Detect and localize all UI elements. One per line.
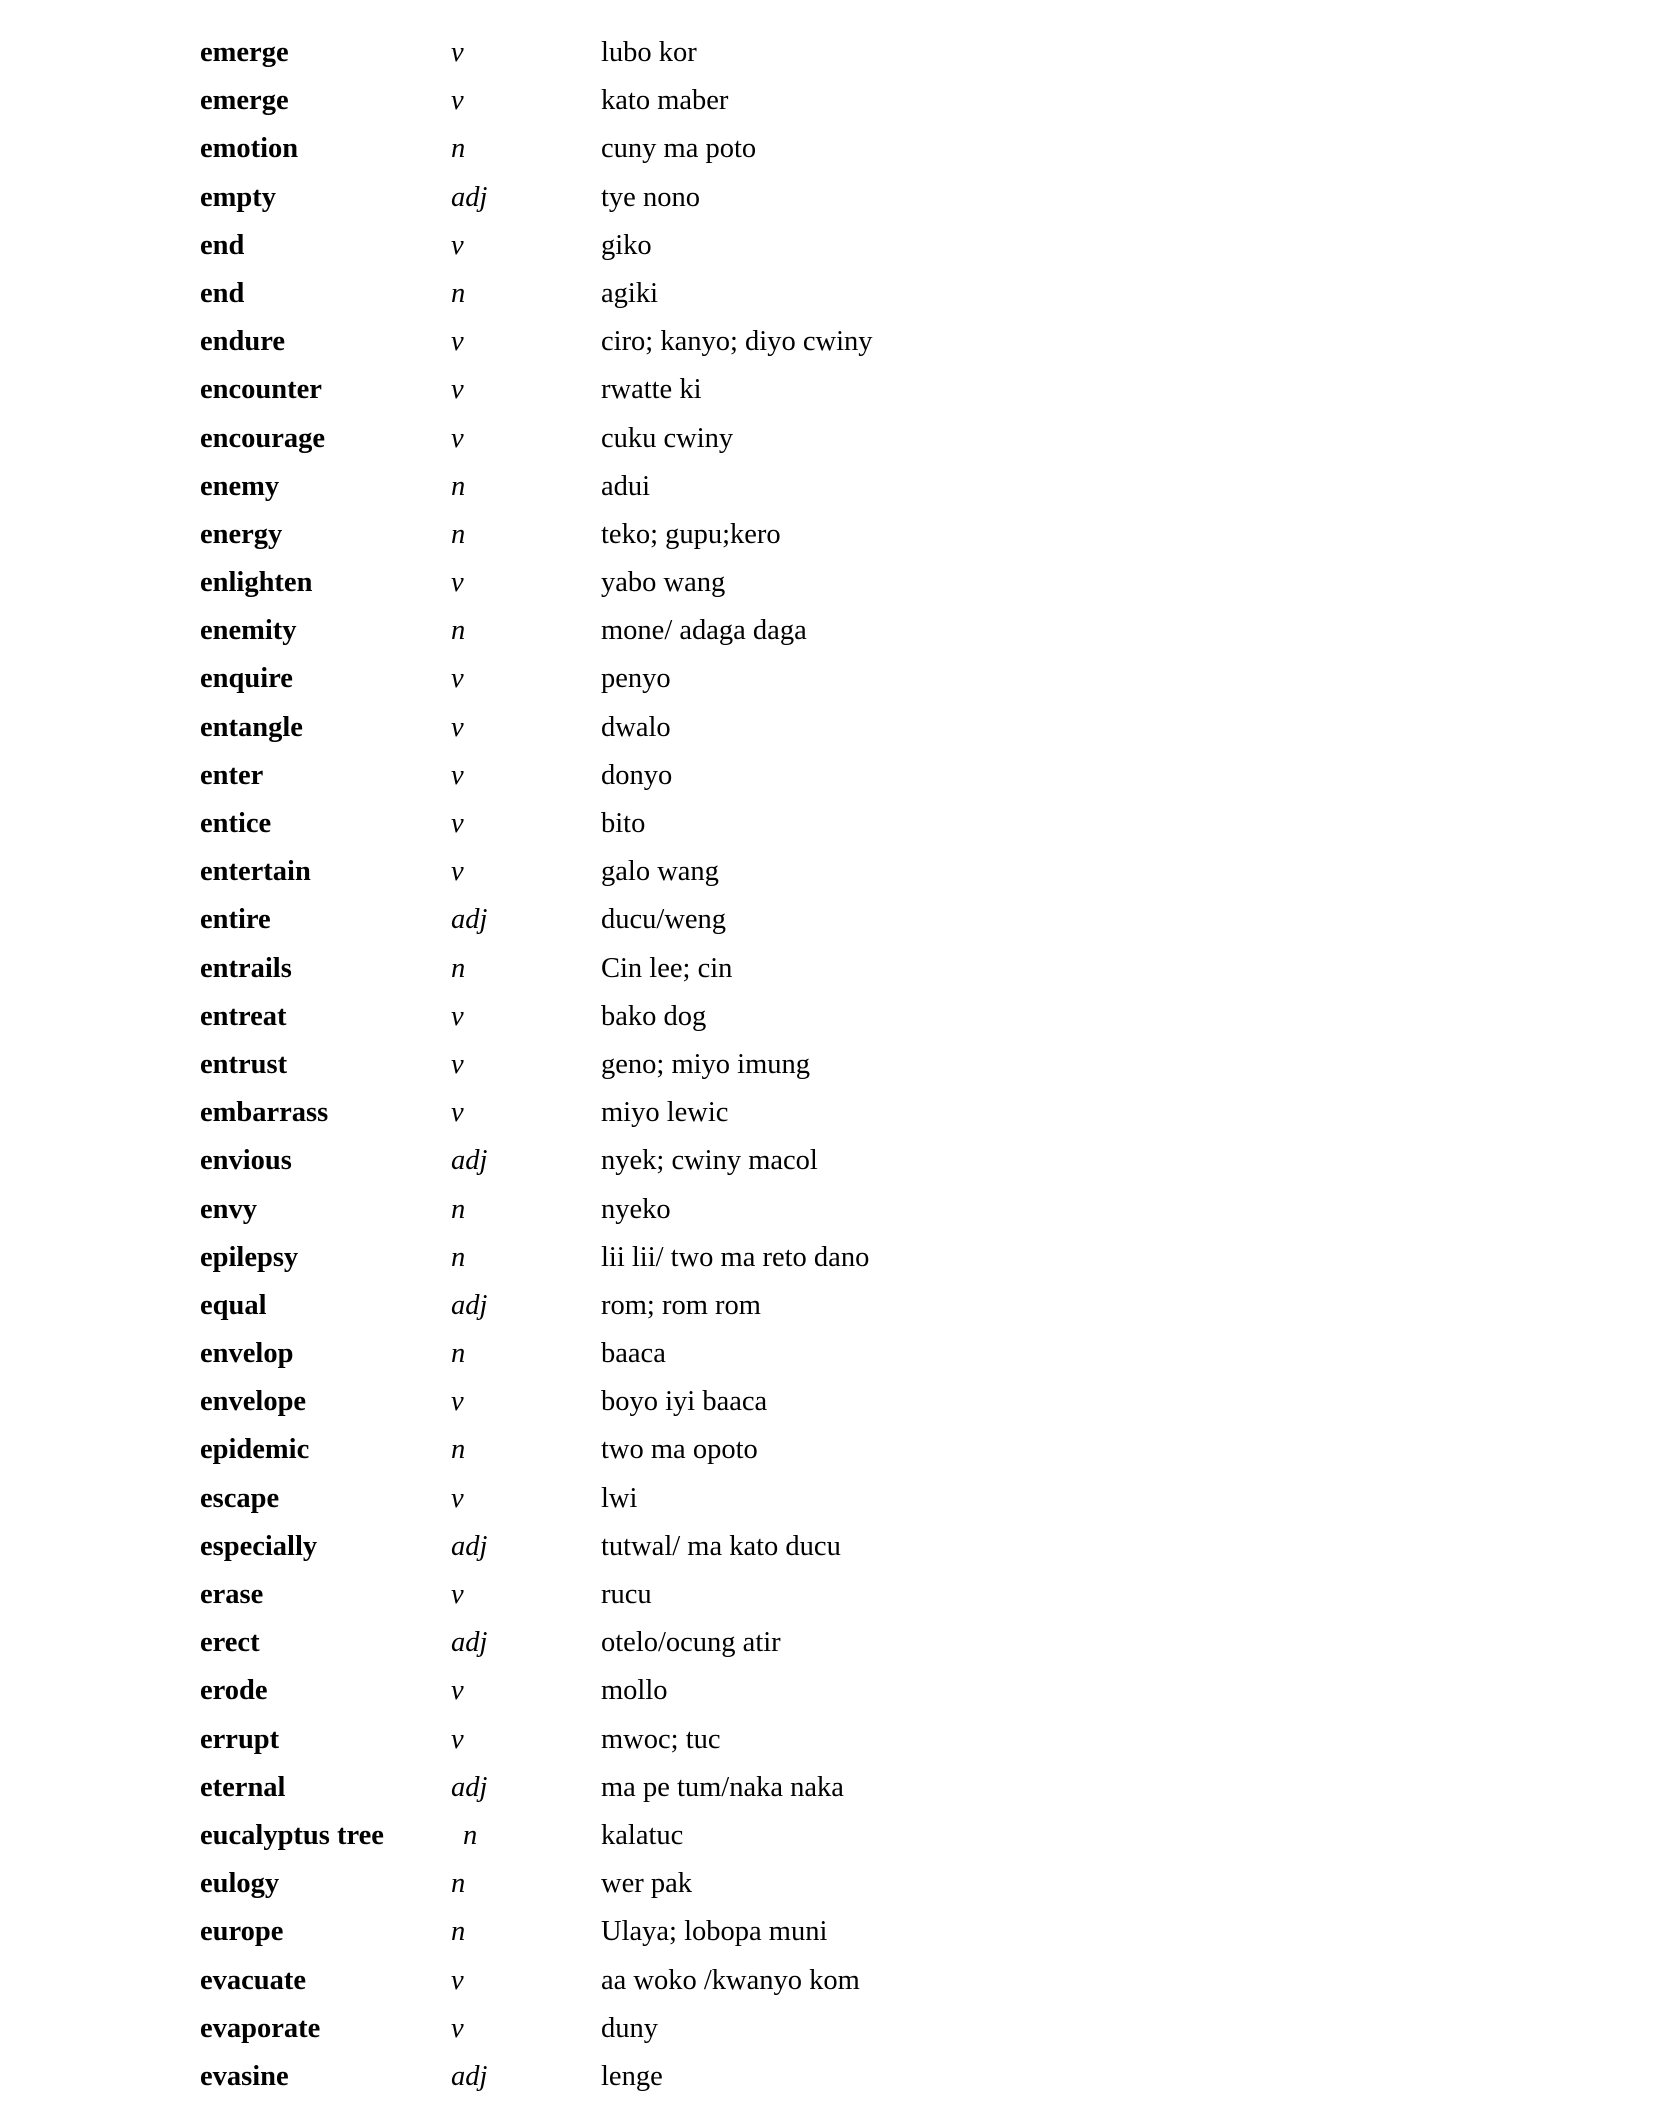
entry-row: [200, 130, 1300, 178]
entry-row: [200, 82, 1300, 130]
entry-row: [200, 1913, 1300, 1961]
translation: ciro; kanyo; diyo cwiny: [601, 326, 873, 358]
translation: adui: [601, 470, 651, 502]
translation: wer pak: [601, 1868, 692, 1900]
headword: encourage: [200, 422, 326, 454]
part-of-speech: adj: [451, 1145, 488, 1177]
entry-row: [200, 950, 1300, 998]
translation: otelo/ocung atir: [601, 1627, 781, 1659]
part-of-speech: v: [451, 1675, 464, 1707]
headword: emerge: [200, 85, 289, 117]
headword: epilepsy: [200, 1241, 299, 1273]
headword: epidemic: [200, 1434, 310, 1466]
headword: enlighten: [200, 567, 313, 599]
translation: cuny ma poto: [601, 133, 757, 165]
part-of-speech: n: [451, 1193, 466, 1225]
entry-row: [200, 179, 1300, 227]
entry-row: [200, 227, 1300, 275]
translation: yabo wang: [601, 567, 726, 599]
headword: entice: [200, 808, 272, 839]
entry-row: [200, 516, 1300, 564]
headword: evaporate: [200, 2012, 321, 2044]
headword: equal: [200, 1289, 267, 1321]
entry-row: [200, 420, 1300, 468]
translation: tye nono: [601, 181, 700, 213]
headword: erode: [200, 1675, 268, 1707]
entry-row: [200, 1142, 1300, 1190]
headword: endure: [200, 326, 285, 358]
entry-row: [200, 1528, 1300, 1576]
headword: envelop: [200, 1338, 294, 1370]
entry-row: [200, 1431, 1300, 1479]
entry-row: [200, 1480, 1300, 1528]
translation: teko; gupu;kero: [601, 518, 781, 550]
part-of-speech: v: [451, 1482, 464, 1514]
part-of-speech: n: [451, 952, 466, 984]
headword: end: [200, 229, 245, 261]
entry-row: [200, 1962, 1300, 2010]
part-of-speech: adj: [451, 1771, 488, 1803]
headword: entangle: [200, 711, 303, 743]
part-of-speech: v: [451, 326, 464, 358]
entry-row: [200, 2058, 1300, 2106]
translation: lenge: [601, 2060, 663, 2092]
part-of-speech: v: [451, 567, 464, 599]
headword: eternal: [200, 1771, 286, 1803]
headword: energy: [200, 518, 283, 550]
translation: cuku cwiny: [601, 422, 734, 454]
entry-row: [200, 1191, 1300, 1239]
translation: lubo kor: [601, 37, 697, 68]
part-of-speech: v: [451, 422, 464, 454]
headword: encounter: [200, 374, 322, 406]
headword: envelope: [200, 1386, 307, 1418]
part-of-speech: v: [451, 1579, 464, 1610]
entry-row: [200, 275, 1300, 323]
headword: enemity: [200, 615, 297, 647]
headword: errupt: [200, 1723, 280, 1755]
entry-row: [200, 1335, 1300, 1383]
entry-row: [200, 34, 1300, 82]
part-of-speech: v: [451, 808, 464, 839]
entry-row: [200, 1383, 1300, 1431]
part-of-speech: v: [451, 85, 464, 117]
entry-list: [200, 34, 1300, 2106]
part-of-speech: adj: [451, 1289, 488, 1321]
headword: embarrass: [200, 1097, 329, 1129]
entry-row: [200, 2010, 1300, 2058]
entry-row: [200, 1094, 1300, 1142]
headword: enemy: [200, 470, 280, 502]
part-of-speech: n: [451, 470, 466, 502]
headword: envy: [200, 1193, 257, 1225]
part-of-speech: adj: [451, 2060, 488, 2092]
part-of-speech: v: [451, 711, 464, 743]
headword: enquire: [200, 663, 293, 695]
entry-row: [200, 468, 1300, 516]
part-of-speech: adj: [451, 1627, 488, 1659]
entry-row: [200, 564, 1300, 612]
headword: emerge: [200, 37, 289, 68]
entry-row: [200, 1817, 1300, 1865]
translation: Ulaya; lobopa muni: [601, 1916, 828, 1948]
translation: ducu/weng: [601, 904, 727, 936]
translation: nyeko: [601, 1193, 671, 1225]
entry-row: [200, 1287, 1300, 1335]
part-of-speech: n: [451, 133, 466, 165]
translation: rucu: [601, 1579, 652, 1610]
headword: entreat: [200, 1000, 287, 1032]
entry-row: [200, 660, 1300, 708]
translation: tutwal/ ma kato ducu: [601, 1530, 841, 1562]
headword: empty: [200, 181, 276, 213]
part-of-speech: adj: [451, 1530, 488, 1562]
entry-row: [200, 757, 1300, 805]
headword: entrails: [200, 952, 292, 984]
translation: rom; rom rom: [601, 1289, 761, 1321]
translation: giko: [601, 229, 652, 261]
part-of-speech: v: [451, 1097, 464, 1129]
translation: mone/ adaga daga: [601, 615, 807, 647]
translation: agiki: [601, 277, 658, 309]
entry-row: [200, 1865, 1300, 1913]
part-of-speech: adj: [451, 904, 488, 936]
part-of-speech: v: [451, 856, 464, 888]
entry-row: [200, 1046, 1300, 1094]
part-of-speech: v: [451, 1964, 464, 1996]
translation: rwatte ki: [601, 374, 702, 406]
translation: mollo: [601, 1675, 668, 1707]
translation: two ma opoto: [601, 1434, 758, 1466]
headword: erect: [200, 1627, 260, 1659]
translation: kato maber: [601, 85, 729, 117]
headword: especially: [200, 1530, 318, 1562]
headword: entire: [200, 904, 271, 936]
part-of-speech: v: [451, 229, 464, 261]
translation: duny: [601, 2012, 658, 2044]
entry-row: [200, 998, 1300, 1046]
part-of-speech: v: [451, 759, 464, 791]
part-of-speech: v: [451, 37, 464, 68]
entry-row: [200, 1239, 1300, 1287]
translation: galo wang: [601, 856, 719, 888]
part-of-speech: n: [463, 1819, 478, 1851]
part-of-speech: adj: [451, 181, 488, 213]
part-of-speech: n: [451, 1338, 466, 1370]
headword: evasine: [200, 2060, 289, 2092]
translation: Cin lee; cin: [601, 952, 733, 984]
translation: lwi: [601, 1482, 638, 1514]
headword: entertain: [200, 856, 311, 888]
entry-row: [200, 853, 1300, 901]
translation: aa woko /kwanyo kom: [601, 1964, 860, 1996]
translation: lii lii/ two ma reto dano: [601, 1241, 870, 1273]
part-of-speech: n: [451, 518, 466, 550]
part-of-speech: n: [451, 277, 466, 309]
entry-row: [200, 1576, 1300, 1624]
translation: dwalo: [601, 711, 671, 743]
translation: bako dog: [601, 1000, 707, 1032]
headword: europe: [200, 1916, 284, 1948]
entry-row: [200, 371, 1300, 419]
part-of-speech: n: [451, 1916, 466, 1948]
headword: eulogy: [200, 1868, 280, 1900]
headword: eucalyptus tree: [200, 1819, 384, 1851]
headword: emotion: [200, 133, 299, 165]
translation: bito: [601, 808, 646, 839]
headword: entrust: [200, 1048, 288, 1080]
part-of-speech: v: [451, 1000, 464, 1032]
translation: nyek; cwiny macol: [601, 1145, 818, 1177]
entry-row: [200, 709, 1300, 757]
entry-row: [200, 1769, 1300, 1817]
entry-row: [200, 612, 1300, 660]
translation: ma pe tum/naka naka: [601, 1771, 844, 1803]
entry-row: [200, 323, 1300, 371]
entry-row: [200, 1624, 1300, 1672]
part-of-speech: v: [451, 2012, 464, 2044]
headword: erase: [200, 1579, 264, 1610]
part-of-speech: n: [451, 1868, 466, 1900]
translation: penyo: [601, 663, 671, 695]
part-of-speech: v: [451, 1723, 464, 1755]
part-of-speech: v: [451, 374, 464, 406]
headword: escape: [200, 1482, 280, 1514]
entry-row: [200, 1721, 1300, 1769]
translation: kalatuc: [601, 1819, 684, 1851]
translation: baaca: [601, 1338, 666, 1370]
part-of-speech: n: [451, 615, 466, 647]
translation: miyo lewic: [601, 1097, 729, 1129]
entry-row: [200, 901, 1300, 949]
translation: mwoc; tuc: [601, 1723, 721, 1755]
translation: donyo: [601, 759, 673, 791]
headword: end: [200, 277, 245, 309]
part-of-speech: n: [451, 1434, 466, 1466]
headword: enter: [200, 759, 264, 791]
headword: evacuate: [200, 1964, 307, 1996]
entry-row: [200, 1672, 1300, 1720]
translation: geno; miyo imung: [601, 1048, 810, 1080]
part-of-speech: v: [451, 1048, 464, 1080]
entry-row: [200, 805, 1300, 853]
part-of-speech: n: [451, 1241, 466, 1273]
part-of-speech: v: [451, 663, 464, 695]
headword: envious: [200, 1145, 292, 1177]
part-of-speech: v: [451, 1386, 464, 1418]
translation: boyo iyi baaca: [601, 1386, 768, 1418]
